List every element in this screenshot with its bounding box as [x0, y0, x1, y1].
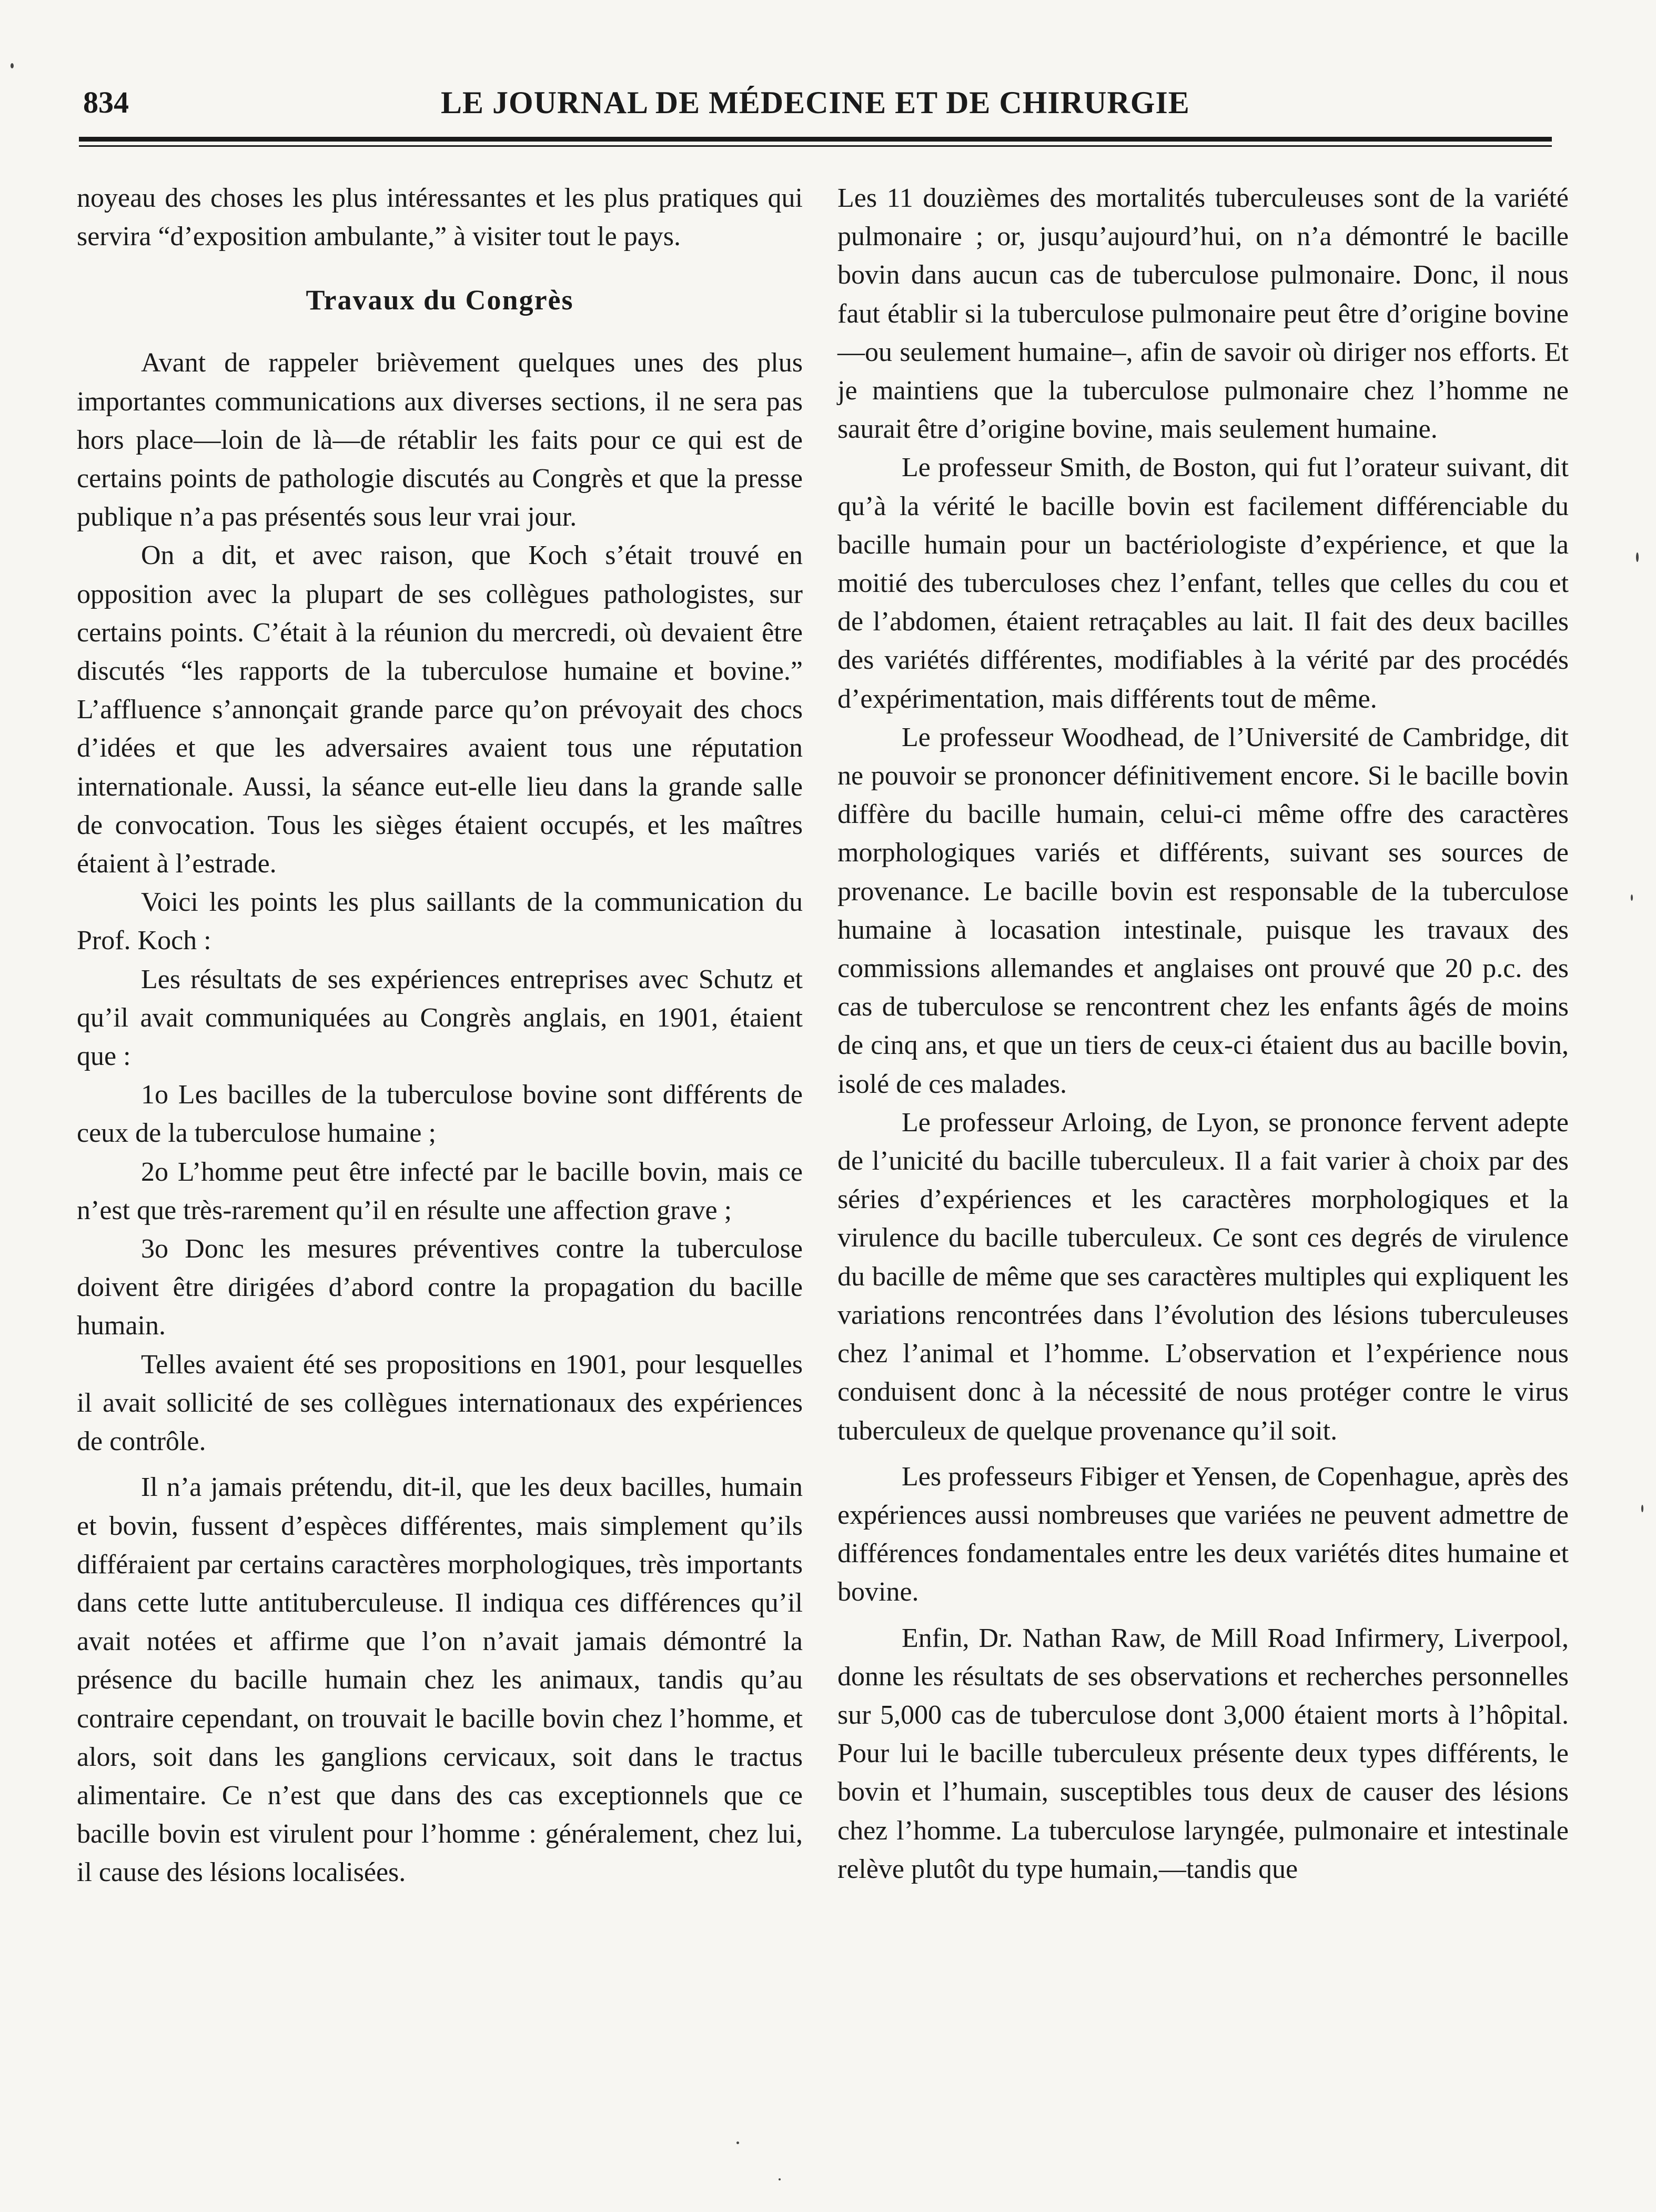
right-column [837, 179, 1569, 1888]
body-paragraph: Les 11 douzièmes des mortalités tuberculeuses sont de la variété pulmonaire ; or, jusqu’aujourd’hui, on n’a démontré le bacille bovin dans aucun cas de tuberculose pulmonaire. Donc, il nous faut établir si la tuberculose pulmonaire peut être d’origine bovine—ou seulement humaine–, afin de savoir où diriger nos efforts. Et je maintiens que la tuberculose pulmonaire chez l’homme ne saurait être d’origine bovine, mais seulement humaine. [837, 183, 1569, 445]
page-header [78, 79, 1551, 126]
body-paragraph: Enfin, Dr. Nathan Raw, de Mill Road Infirmery, Liverpool, donne les résultats de ses observations et recherches personnelles sur 5,000 cas de tuberculose dont 3,000 étaient morts à l’hôpital. Pour lui le bacille tuberculeux présente deux types différents, le bovin et l’humain, susceptibles tous deux de causer des lésions chez l’homme. La tuberculose laryngée, pulmonaire et intestinale relève plutôt du type humain,—tandis que [837, 1623, 1569, 1884]
scan-speck [1641, 1505, 1643, 1512]
scan-speck [1636, 552, 1639, 562]
scan-speck [736, 2141, 739, 2144]
body-paragraph: Le professeur Smith, de Boston, qui fut l’orateur suivant, dit qu’à la vérité le bacille bovin est facilement différenciable du bacille humain pour un bactériologiste d’expérience, et que la moitié des tuberculoses chez l’enfant, telles que celles du cou et de l’abdomen, étaient retraçables au lait. Il fait des deux bacilles des variétés différentes, modifiables à la vérité par des procédés d’expérimentation, mais différents tout de même. [837, 453, 1569, 714]
intro-paragraph: noyeau des choses les plus intéressantes et les plus pratiques qui servira “d’exposition ambulante,” à visiter tout le pays. [77, 183, 803, 252]
numbered-point: 3o Donc les mesures préventives contre la tuberculose doivent être dirigées d’abord contre la propagation du bacille humain. [77, 1234, 803, 1341]
left-column [77, 179, 803, 1892]
section-title: Travaux du Congrès [306, 284, 574, 316]
header-rule-thin [79, 145, 1552, 147]
scan-speck [1631, 894, 1633, 901]
body-paragraph: Voici les points les plus saillants de la communication du Prof. Koch : [77, 887, 803, 956]
header-rule-thick [79, 137, 1552, 142]
body-paragraph: Les résultats de ses expériences entreprises avec Schutz et qu’il avait communiquées au Congrès anglais, en 1901, étaient que : [77, 964, 803, 1072]
numbered-point: 2o L’homme peut être infecté par le bacille bovin, mais ce n’est que très-rarement qu’il en résulte une affection grave ; [77, 1157, 803, 1225]
body-paragraph: Il n’a jamais prétendu, dit-il, que les deux bacilles, humain et bovin, fussent d’espèces différentes, mais simplement qu’ils différaient par certains caractères morphologiques, très importants dans cette lutte antituberculeuse. Il indiqua ces différences qu’il avait notées et affirme que l’on n’avait jamais démontré la présence du bacille humain chez les animaux, tandis qu’au contraire cependant, on trouvait le bacille bovin chez l’homme, et alors, soit dans les ganglions cervicaux, soit dans le tractus alimentaire. Ce n’est que dans des cas exceptionnels que ce bacille bovin est virulent pour l’homme : généralement, chez lui, il cause des lésions localisées. [77, 1472, 803, 1888]
header-rule [79, 137, 1552, 147]
scan-speck [779, 2178, 781, 2180]
body-paragraph: Avant de rappeler brièvement quelques unes des plus importantes communications aux diverses sections, il ne sera pas hors place—loin de là—de rétablir les faits pour ce qui est de certains points de pathologie discutés au Congrès et que la presse publique n’a pas présentés sous leur vrai jour. [77, 348, 803, 532]
scan-speck [11, 63, 14, 68]
body-paragraph: Telles avaient été ses propositions en 1901, pour lesquelles il avait sollicité de ses collègues internationaux des expériences de contrôle. [77, 1349, 803, 1457]
body-paragraph: Le professeur Arloing, de Lyon, se prononce fervent adepte de l’unicité du bacille tuberculeux. Il a fait varier à choix par des séries d’expériences et les caractères morphologiques et la virulence du bacille tuberculeux. Ce sont ces degrés de virulence du bacille de même que ses caractères multiples qui expliquent les variations rencontrées dans l’évolution des lésions tuberculeuses chez l’animal et l’homme. L’observation et l’expérience nous conduisent donc à la nécessité de nous protéger contre le virus tuberculeux de quelque provenance qu’il soit. [837, 1107, 1569, 1446]
body-paragraph: Le professeur Woodhead, de l’Université de Cambridge, dit ne pouvoir se prononcer définitivement encore. Si le bacille bovin diffère du bacille humain, celui-ci même offre des caractères morphologiques variés et différents, suivant ses sources de provenance. Le bacille bovin est responsable de la tuberculose humaine à locasation intestinale, puisque les travaux des commissions allemandes et anglaises ont prouvé que 20 p.c. des cas de tuberculose se rencontrent chez les enfants âgés de moins de cinq ans, et que un tiers de ceux-ci étaient dus au bacille bovin, isolé de ces malades. [837, 722, 1569, 1099]
page-number: 834 [83, 85, 129, 119]
body-paragraph: Les professeurs Fibiger et Yensen, de Copenhague, après des expériences aussi nombreuses que variées ne peuvent admettre de différences fondamentales entre les deux variétés dites humaine et bovine. [837, 1461, 1569, 1607]
running-title: LE JOURNAL DE MÉDECINE ET DE CHIRURGIE [441, 85, 1190, 120]
body-paragraph: On a dit, et avec raison, que Koch s’était trouvé en opposition avec la plupart de ses collègues pathologistes, sur certains points. C’était à la réunion du mercredi, où devaient être discutés “les rapports de la tuberculose humaine et bovine.” L’affluence s’annonçait grande parce qu’on prévoyait des chocs d’idées et que les adversaires avaient tous une réputation internationale. Aussi, la séance eut-elle lieu dans la grande salle de convocation. Tous les sièges étaient occupés, et les maîtres étaient à l’estrade. [77, 540, 803, 879]
numbered-point: 1o Les bacilles de la tuberculose bovine sont différents de ceux de la tuberculose humaine ; [77, 1080, 803, 1149]
